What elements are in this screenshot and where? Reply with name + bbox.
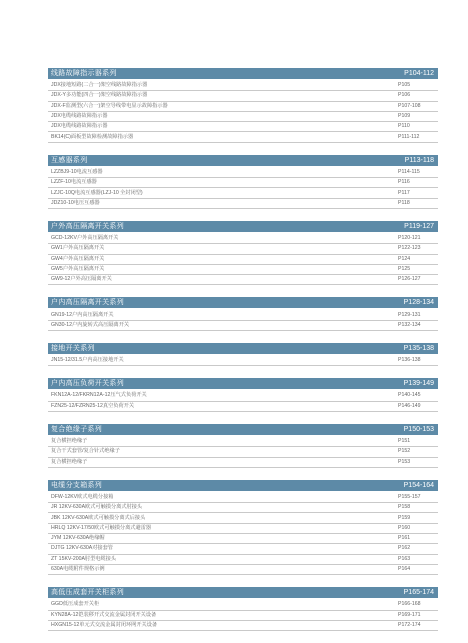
section-title: 电缆分支箱系列 [51,481,103,489]
list-item [48,255,438,265]
product-index [48,68,438,643]
item-page: P163 [398,555,411,562]
list-item [48,534,438,544]
item-name: GN19-12户内高压隔离开关 [51,311,114,318]
list-item [48,513,438,523]
list-item [48,565,438,575]
item-page: P152 [398,448,411,455]
catalog-section [48,155,438,209]
section-items [48,491,438,575]
section-header [48,480,438,491]
section-title: 户内高压负荷开关系列 [51,380,124,388]
section-title: 高低压成套开关柜系列 [51,589,124,597]
section-title: 户内高压隔离开关系列 [51,299,124,307]
catalog-section [48,424,438,468]
item-page: P172-174 [398,621,421,628]
list-item [48,391,438,401]
item-page: P111-112 [398,133,420,140]
item-page: P116 [398,179,410,186]
item-name: GW1户外高压隔离开关 [51,245,105,252]
item-name: LZJC-10Q电流互感器(LZJ-10 全封闭型) [51,189,143,196]
item-page: P160 [398,524,411,531]
list-item [48,310,438,320]
section-page-range: P135-138 [403,345,434,353]
catalog-section [48,343,438,366]
item-page: P164 [398,566,411,573]
list-item [48,621,438,631]
item-page: P159 [398,514,411,521]
item-name: JDX-F监测型(六合一)架空导线带电显示故障指示器 [51,102,168,109]
list-item [48,524,438,534]
section-title: 户外高压隔离开关系列 [51,222,124,230]
item-name: JDX电缆线路故障指示器 [51,123,108,130]
item-page: P114-115 [398,168,420,175]
section-page-range: P154-164 [403,481,434,489]
item-page: P169-171 [398,611,421,618]
section-header [48,68,438,79]
section-items [48,354,438,366]
item-page: P120-121 [398,235,421,242]
item-name: BK14(C)面板型故障检测故障指示器 [51,133,134,140]
item-page: P129-131 [398,311,421,318]
item-name: JBK 12KV-630A欧式可触摸分离式后接头 [51,514,146,521]
section-page-range: P150-153 [403,425,434,433]
section-page-range: P139-149 [403,380,434,388]
section-header [48,343,438,354]
list-item [48,102,438,112]
list-item [48,91,438,101]
item-page: P110 [398,123,410,130]
item-name: KYN28A-12铠装移开式交流金属封闭开关设备 [51,611,157,618]
section-page-range: P119-127 [404,222,434,230]
item-page: P140-145 [398,392,421,399]
item-name: JYM 12KV-630A绝缘帽 [51,535,105,542]
section-header [48,221,438,232]
list-item [48,234,438,244]
catalog-section [48,480,438,575]
section-page-range: P113-118 [404,156,434,164]
list-item [48,493,438,503]
item-name: GCD-12KV户外高压隔离开关 [51,235,119,242]
list-item [48,503,438,513]
catalog-section [48,587,438,631]
list-item [48,458,438,468]
item-name: JN15-12/31.5户内高压接地开关 [51,357,124,364]
item-page: P161 [398,535,411,542]
item-page: P155-157 [398,493,421,500]
list-item [48,447,438,457]
item-name: JDZ10-10电压互感器 [51,199,100,206]
item-name: GW5户外高压隔离开关 [51,266,105,272]
item-name: GN30-12户内旋转式高压隔离开关 [51,321,130,328]
item-name: 复合干式套管/复合针式绝缘子 [51,448,120,455]
item-page: P162 [398,545,411,552]
item-page: P136-138 [398,357,421,364]
item-page: P153 [398,458,411,465]
list-item [48,600,438,610]
item-page: P107-108 [398,102,421,109]
item-name: HXGN15-12单元式交流金属封闭环网开关设备 [51,621,158,628]
item-name: 630A电缆附件规格示例 [51,566,105,573]
item-page: P125 [398,266,411,272]
section-page-range: P165-174 [403,589,434,597]
list-item [48,188,438,198]
list-item [48,356,438,366]
list-item [48,265,438,275]
list-item [48,321,438,331]
item-name: DJTG 12KV-630A对接套管 [51,545,113,552]
item-name: GW9-12户外高压隔离开关 [51,276,112,283]
list-item [48,122,438,132]
section-header [48,155,438,166]
list-item [48,544,438,554]
section-items [48,435,438,468]
list-item [48,611,438,621]
list-item [48,132,438,142]
item-name: GGD低压成套开关柜 [51,601,100,608]
item-page: P122-123 [398,245,421,252]
section-header [48,424,438,435]
section-title: 互感器系列 [51,156,88,164]
section-page-range: P128-134 [403,299,434,307]
list-item [48,168,438,178]
item-name: LZZBJ9-10电流互感器 [51,168,103,175]
catalog-section [48,221,438,285]
item-name: HRLQ 12KV-17/50欧式可触摸分离式避雷器 [51,524,152,531]
list-item [48,275,438,285]
item-page: P151 [398,438,411,445]
item-name: 复合横担绝缘子 [51,438,88,445]
list-item [48,402,438,412]
list-item [48,555,438,565]
item-page: P132-134 [398,321,421,328]
item-page: P124 [398,255,411,262]
item-name: DFW-12KV欧式电缆分接箱 [51,493,114,500]
item-name: FZN25-12/FZRN25-12真空负荷开关 [51,402,135,409]
item-name: JDX-Y多功能(四合一)架空线路故障指示器 [51,92,148,99]
catalog-section [48,68,438,143]
item-page: P117 [398,189,410,196]
section-title: 线路故障指示器系列 [51,70,117,77]
item-name: 复合横担绝缘子 [51,458,88,465]
list-item [48,178,438,188]
item-page: P166-168 [398,601,421,608]
section-items [48,232,438,285]
item-name: GW4户外高压隔离开关 [51,255,105,262]
section-items [48,79,438,143]
section-page-range: P104-112 [404,70,434,77]
item-page: P106 [398,92,411,99]
list-item [48,437,438,447]
item-page: P126-127 [398,276,421,283]
item-name: LZZF-10电流互感器 [51,179,97,186]
item-name: FKN12A-12/FKRN12A-12压气式负荷开关 [51,392,147,399]
section-items [48,308,438,331]
section-items [48,166,438,209]
item-name: ZT 15KV-200A肘型电缆接头 [51,555,117,562]
list-item [48,244,438,254]
item-page: P146-149 [398,402,421,409]
section-items [48,389,438,412]
catalog-section [48,297,438,331]
item-name: JDX接地短路(二合一)架空线路故障指示器 [51,82,148,89]
section-header [48,378,438,389]
item-name: JDX电缆线路故障指示器 [51,113,108,120]
catalog-section [48,378,438,412]
section-header [48,297,438,308]
item-page: P109 [398,113,411,120]
item-page: P105 [398,82,411,89]
list-item [48,199,438,209]
section-items [48,598,438,631]
item-name: JR 12KV-630A欧式可触摸分离式肘接头 [51,504,143,511]
section-title: 接地开关系列 [51,345,95,353]
list-item [48,81,438,91]
section-header [48,587,438,598]
section-title: 复合绝缘子系列 [51,425,103,433]
item-page: P118 [398,199,410,206]
list-item [48,112,438,122]
item-page: P158 [398,504,411,511]
